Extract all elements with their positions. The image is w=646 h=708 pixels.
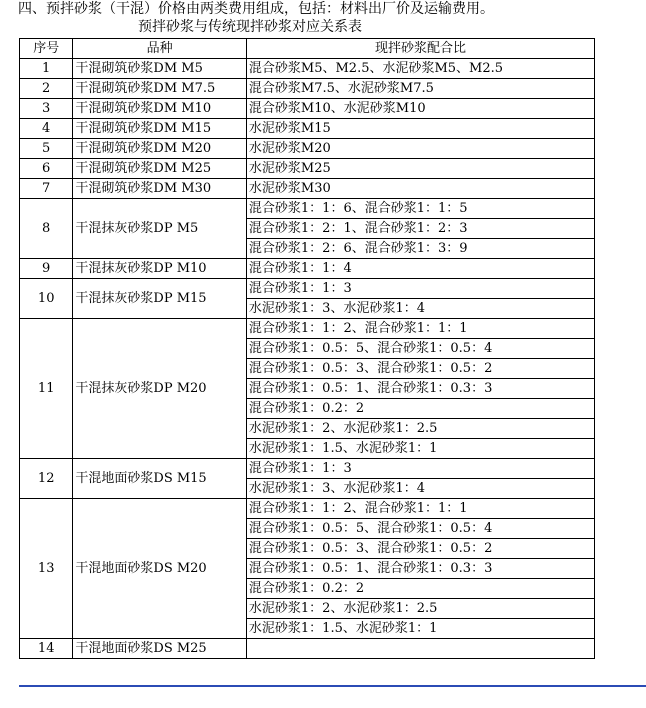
mortar-correspondence-table — [19, 38, 595, 659]
row-number: 11 — [20, 319, 73, 459]
mix-ratio: 混合砂浆1：1：3 — [246, 279, 594, 299]
table-row — [20, 199, 595, 219]
table-row — [20, 179, 595, 199]
mix-ratio: 水泥砂浆1：2、水泥砂浆1：2.5 — [246, 419, 594, 439]
row-number: 2 — [20, 79, 73, 99]
mortar-type: 干混砌筑砂浆DM M20 — [73, 139, 247, 159]
table-header-row — [20, 39, 595, 59]
mix-ratio — [246, 639, 594, 659]
table-title: 预拌砂浆与传统现拌砂浆对应关系表 — [138, 19, 362, 35]
row-number: 9 — [20, 259, 73, 279]
row-number: 5 — [20, 139, 73, 159]
mix-ratio: 水泥砂浆1：3、水泥砂浆1：4 — [246, 479, 594, 499]
mix-ratio: 混合砂浆1：0.5：5、混合砂浆1：0.5：4 — [246, 519, 594, 539]
header-no: 序号 — [20, 39, 73, 59]
mix-ratio: 混合砂浆1：1：3 — [246, 459, 594, 479]
mix-ratio: 混合砂浆1：0.5：1、混合砂浆1：0.3：3 — [246, 379, 594, 399]
header-ratio: 现拌砂浆配合比 — [246, 39, 594, 59]
bottom-rule — [19, 685, 646, 687]
mortar-type: 干混地面砂浆DS M15 — [73, 459, 247, 499]
mix-ratio: 水泥砂浆1：2、水泥砂浆1：2.5 — [246, 599, 594, 619]
table-row — [20, 139, 595, 159]
mix-ratio: 混合砂浆1：0.2：2 — [246, 399, 594, 419]
mix-ratio: 混合砂浆1：0.5：1、混合砂浆1：0.3：3 — [246, 559, 594, 579]
mix-ratio: 水泥砂浆1：1.5、水泥砂浆1：1 — [246, 619, 594, 639]
mix-ratio: 水泥砂浆1：3、水泥砂浆1：4 — [246, 299, 594, 319]
mix-ratio: 混合砂浆1：1：4 — [246, 259, 594, 279]
table-row — [20, 639, 595, 659]
mix-ratio: 混合砂浆1：2：1、混合砂浆1：2：3 — [246, 219, 594, 239]
table-row — [20, 499, 595, 519]
mortar-type: 干混地面砂浆DS M25 — [73, 639, 247, 659]
mortar-type: 干混抹灰砂浆DP M10 — [73, 259, 247, 279]
table-row — [20, 159, 595, 179]
mix-ratio: 水泥砂浆M15 — [246, 119, 594, 139]
mix-ratio: 混合砂浆M5、M2.5、水泥砂浆M5、M2.5 — [246, 59, 594, 79]
mix-ratio: 混合砂浆1：1：2、混合砂浆1：1：1 — [246, 499, 594, 519]
row-number: 10 — [20, 279, 73, 319]
table-row — [20, 99, 595, 119]
row-number: 4 — [20, 119, 73, 139]
mortar-type: 干混砌筑砂浆DM M10 — [73, 99, 247, 119]
row-number: 12 — [20, 459, 73, 499]
mix-ratio: 水泥砂浆1：1.5、水泥砂浆1：1 — [246, 439, 594, 459]
table-row — [20, 119, 595, 139]
table-row — [20, 459, 595, 479]
row-number: 14 — [20, 639, 73, 659]
mortar-type: 干混砌筑砂浆DM M25 — [73, 159, 247, 179]
row-number: 13 — [20, 499, 73, 639]
mix-ratio: 水泥砂浆M20 — [246, 139, 594, 159]
mortar-type: 干混砌筑砂浆DM M5 — [73, 59, 247, 79]
table-row — [20, 79, 595, 99]
table-row — [20, 259, 595, 279]
row-number: 7 — [20, 179, 73, 199]
row-number: 6 — [20, 159, 73, 179]
table-row — [20, 59, 595, 79]
mortar-type: 干混砌筑砂浆DM M30 — [73, 179, 247, 199]
mix-ratio: 混合砂浆1：0.5：3、混合砂浆1：0.5：2 — [246, 539, 594, 559]
mix-ratio: 混合砂浆M7.5、水泥砂浆M7.5 — [246, 79, 594, 99]
mix-ratio: 混合砂浆1：0.2：2 — [246, 579, 594, 599]
mortar-type: 干混砌筑砂浆DM M7.5 — [73, 79, 247, 99]
row-number: 3 — [20, 99, 73, 119]
mortar-type: 干混抹灰砂浆DP M5 — [73, 199, 247, 259]
mix-ratio: 水泥砂浆M30 — [246, 179, 594, 199]
page-heading: 四、预拌砂浆（干混）价格由两类费用组成，包括：材料出厂价及运输费用。 — [18, 1, 494, 17]
mix-ratio: 混合砂浆1：2：6、混合砂浆1：3：9 — [246, 239, 594, 259]
row-number: 8 — [20, 199, 73, 259]
mortar-type: 干混抹灰砂浆DP M20 — [73, 319, 247, 459]
row-number: 1 — [20, 59, 73, 79]
table-row — [20, 319, 595, 339]
mix-ratio: 混合砂浆1：0.5：5、混合砂浆1：0.5：4 — [246, 339, 594, 359]
table-body — [20, 59, 595, 659]
mortar-type: 干混地面砂浆DS M20 — [73, 499, 247, 639]
mix-ratio: 混合砂浆1：1：6、混合砂浆1：1：5 — [246, 199, 594, 219]
table-row — [20, 279, 595, 299]
mix-ratio: 水泥砂浆M25 — [246, 159, 594, 179]
mortar-type: 干混抹灰砂浆DP M15 — [73, 279, 247, 319]
mix-ratio: 混合砂浆1：0.5：3、混合砂浆1：0.5：2 — [246, 359, 594, 379]
header-name: 品种 — [73, 39, 247, 59]
mortar-type: 干混砌筑砂浆DM M15 — [73, 119, 247, 139]
mix-ratio: 混合砂浆M10、水泥砂浆M10 — [246, 99, 594, 119]
mix-ratio: 混合砂浆1：1：2、混合砂浆1：1：1 — [246, 319, 594, 339]
